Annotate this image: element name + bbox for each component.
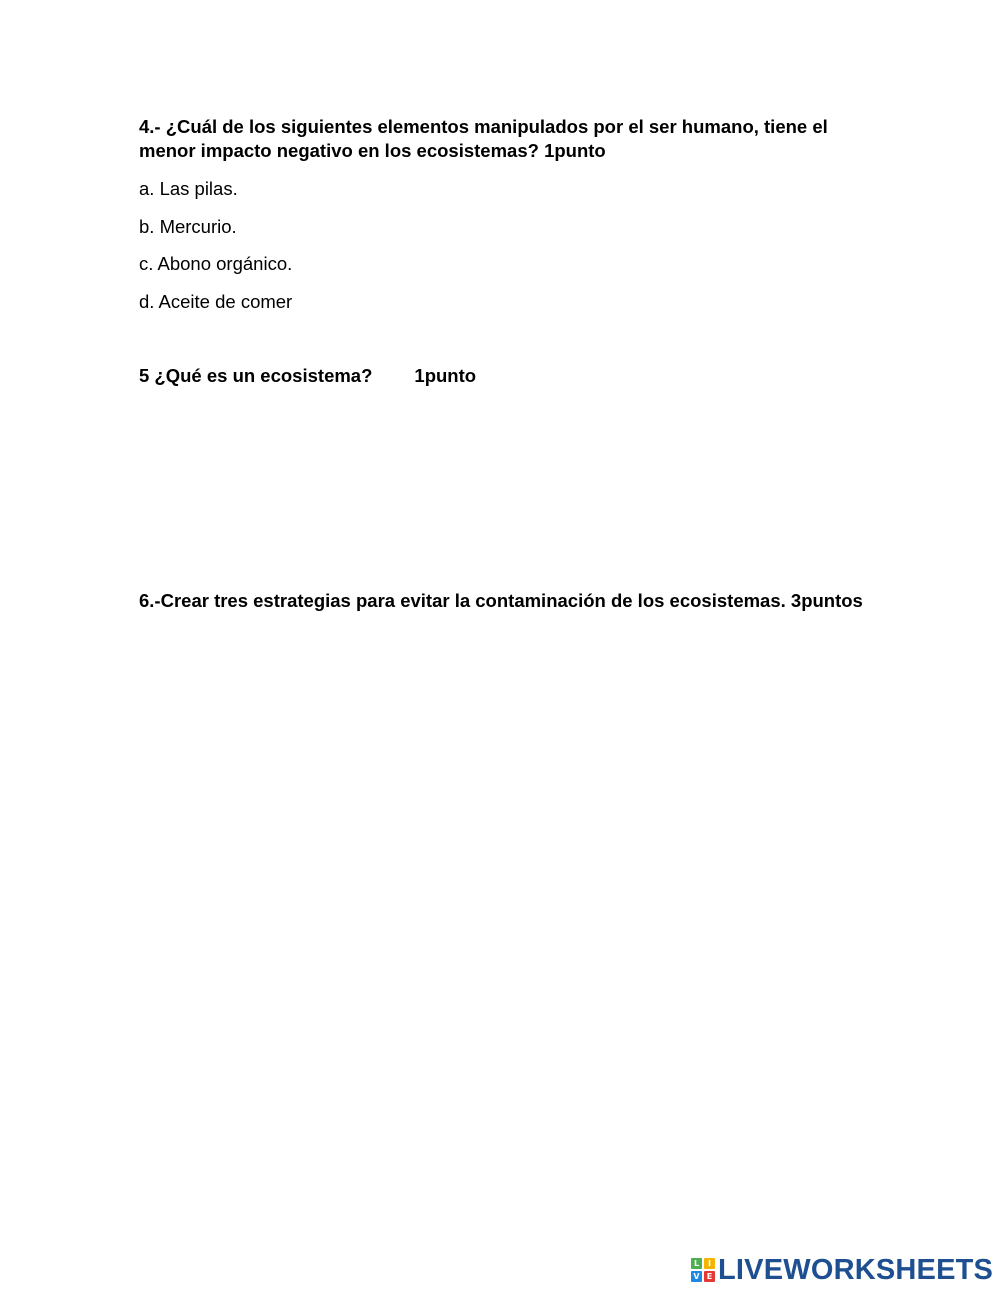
question-5-points: 1punto — [414, 365, 477, 386]
logo-tile-v: V — [691, 1271, 702, 1282]
logo-tile-l: L — [691, 1258, 702, 1269]
liveworksheets-logo — [691, 1253, 993, 1287]
question-4 — [139, 115, 869, 163]
question-6-text: 6.-Crear tres estrategias para evitar la contaminación de los ecosistemas. 3puntos — [139, 590, 863, 611]
liveworksheets-logo-text: LIVEWORKSHEETS — [718, 1254, 994, 1286]
question-4-option-d: d. Aceite de comer — [139, 291, 293, 312]
question-6 — [139, 589, 869, 613]
question-4-option-b: b. Mercurio. — [139, 216, 237, 237]
question-4-option-a: a. Las pilas. — [139, 178, 238, 199]
logo-tile-i: I — [704, 1258, 715, 1269]
question-5-text: 5 ¿Qué es un ecosistema? — [139, 365, 373, 386]
question-4-text: 4.- ¿Cuál de los siguientes elementos manipulados por el ser humano, tiene el menor impacto negativo en los ecosistemas? 1punto — [139, 116, 828, 161]
question-4-option-c: c. Abono orgánico. — [139, 253, 293, 274]
question-5 — [139, 364, 869, 388]
liveworksheets-logo-icon — [691, 1258, 715, 1282]
logo-tile-e: E — [704, 1271, 715, 1282]
